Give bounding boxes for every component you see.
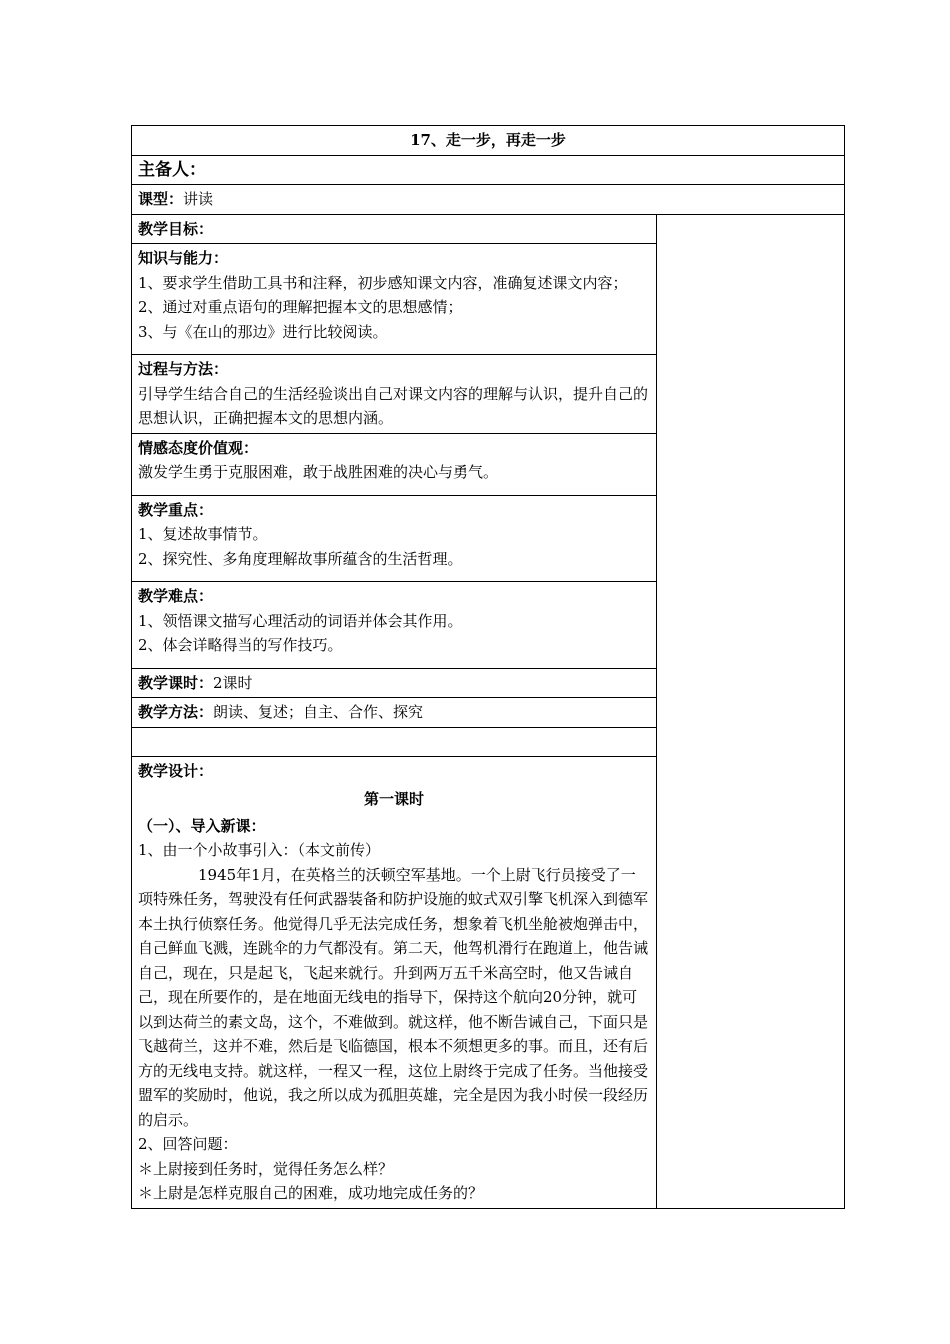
question-2: ＊上尉是怎样克服自己的困难，成功地完成任务的？	[138, 1184, 484, 1202]
hours-value: 2课时	[213, 673, 253, 692]
key-point-2: 2、探究性、多角度理解故事所蕴含的生活哲理。	[138, 549, 463, 568]
process-text: 引导学生结合自己的生活经验谈出自己对课文内容的理解与认识，提升自己的思想认识，正确把握本文的思想内涵。	[138, 384, 649, 427]
objectives-label: 教学目标：	[138, 219, 214, 238]
hours-label: 教学课时：	[138, 673, 214, 692]
section-heading: （一）、导入新课：	[138, 816, 266, 835]
knowledge-item-3: 3、与《在山的那边》进行比较阅读。	[138, 322, 388, 341]
intro-line: 1、由一个小故事引入：（本文前传）	[138, 841, 381, 859]
questions-label: 2、回答问题：	[138, 1135, 238, 1153]
lesson-type-value: 讲读	[183, 190, 214, 208]
knowledge-item-1: 1、要求学生借助工具书和注释，初步感知课文内容，准确复述课文内容；	[138, 273, 628, 292]
emotion-label: 情感态度价值观：	[138, 438, 259, 457]
design-label: 教学设计：	[138, 761, 214, 780]
preparer-label: 主备人：	[138, 159, 206, 180]
process-label: 过程与方法：	[138, 360, 229, 378]
page-title: 17、走一步，再走一步	[132, 126, 845, 156]
title-row	[132, 126, 845, 156]
key-point-1: 1、复述故事情节。	[138, 525, 268, 543]
key-points-label: 教学重点：	[138, 500, 214, 519]
difficulty-2: 2、体会详略得当的写作技巧。	[138, 636, 343, 654]
side-notes-column	[657, 214, 845, 1208]
difficulties-label: 教学难点：	[138, 587, 214, 605]
preparer-row	[132, 155, 845, 185]
story-paragraph: 1945年1月，在英格兰的沃顿空军基地。一个上尉飞行员接受了一项特殊任务，驾驶没有任何武器装备和防护设施的蚊式双引擎飞机深入到德军本土执行侦察任务。他觉得几乎无法完成任务，想象着飞机坐舱被炮弹击中，自己鲜血飞溅，连跳伞的力气都没有。第二天，他驾机滑行在跑道上，他告诫自己，现在，只是起飞，飞起来就行。升到两万五千米高空时，他又告诫自己，现在所要作的，是在地面无线电的指导下，保持这个航向20分钟，就可以到达荷兰的素文岛，这个，不难做到。就这样，他不断告诫自己，下面只是飞越荷兰，这并不难，然后是飞临德国，根本不须想更多的事。而且，还有后方的无线电支持。就这样，一程又一程，这位上尉终于完成了任务。当他接受盟军的奖励时，他说，我之所以成为孤胆英雄，完全是因为我小时侯一段经历的启示。	[138, 865, 649, 1129]
difficulty-1: 1、领悟课文描写心理活动的词语并体会其作用。	[138, 611, 463, 630]
knowledge-label: 知识与能力：	[138, 249, 229, 267]
methods-value: 朗读、复述；自主、合作、探究	[213, 703, 424, 721]
knowledge-item-2: 2、通过对重点语句的理解把握本文的思想感情；	[138, 298, 463, 316]
lesson-plan-table	[131, 125, 845, 1209]
session-heading: 第一课时	[363, 790, 424, 808]
methods-label: 教学方法：	[138, 703, 214, 721]
objectives-row	[132, 214, 845, 244]
emotion-text: 激发学生勇于克服困难，敢于战胜困难的决心与勇气。	[138, 463, 499, 481]
question-1: ＊上尉接到任务时，觉得任务怎么样？	[138, 1159, 394, 1178]
lesson-type-row	[132, 185, 845, 215]
lesson-type-label: 课型：	[138, 190, 184, 208]
